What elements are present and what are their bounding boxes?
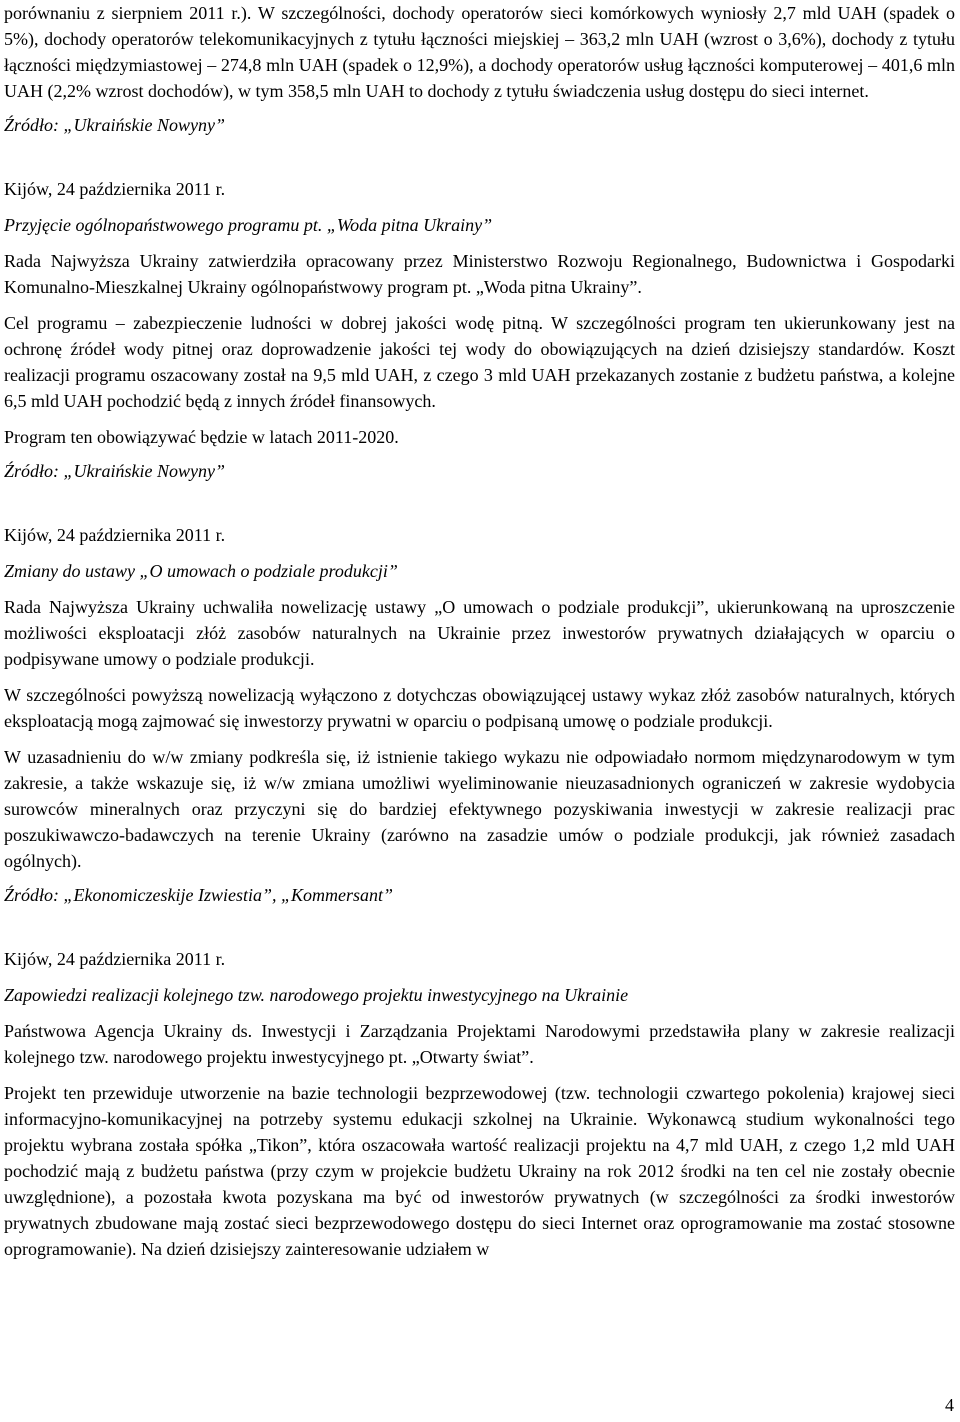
article-1-paragraph-1: Rada Najwyższa Ukrainy zatwierdziła opracowany przez Ministerstwo Rozwoju Regionalnego, Budownictwa i Gospodarki Komunalno-Mieszkalnej Ukrainy ogólnopaństwowy program pt. „Woda pitna Ukrainy”.	[4, 251, 955, 297]
article-3-paragraph-2: Projekt ten przewiduje utworzenie na bazie technologii bezprzewodowej (tzw. technologii czwartego pokolenia) krajowej sieci informacyjno-komunikacyjnej na potrzeby systemu edukacji szkolnej na Ukrainie. Wykonawcą studium wykonalności tego projektu wybrana została spółka „Tikon”, która oszacowała wartość realizacji projektu na 4,7 mld UAH, z czego 1,2 mld UAH pochodzić mają z budżetu państwa (przy czym w projekcie budżetu Ukrainy na rok 2012 środki na ten cel nie zostały obecnie uwzględnione), a pozostała kwota pozyskana ma być od inwestorów prywatnych (w szczególności za środki inwestorów prywatnych zbudowane mają zostać sieci bezprzewodowego dostępu do sieci Internet oraz oprogramowanie ma zostać stosowne oprogramowanie). Na dzień dzisiejszy zainteresowanie udziałem w	[4, 1083, 955, 1259]
article-2-paragraph-2: W szczególności powyższą nowelizacją wyłączono z dotychczas obowiązującej ustawy wykaz złóż zasobów naturalnych, których eksploatacją mogą zajmować się inwestorzy prywatni w oparciu o podpisaną umowę o podziale produkcji.	[4, 685, 955, 731]
lead-paragraph: porównaniu z sierpniem 2011 r.). W szczególności, dochody operatorów sieci komórkowych wyniosły 2,7 mld UAH (spadek o 5%), dochody operatorów telekomunikacyjnych z tytułu łączności miejskiej – 363,2 mln UAH (wzrost o 3,6%), dochody z tytułu łączności międzymiastowej – 274,8 mln UAH (spadek o 12,9%), a dochody operatorów usług łączności komputerowej – 401,6 mln UAH (2,2% wzrost dochodów), w tym 358,5 mln UAH to dochody z tytułu świadczenia usług dostępu do sieci internet.	[4, 3, 955, 101]
article-3-title: Zapowiedzi realizacji kolejnego tzw. narodowego projektu inwestycyjnego na Ukrainie	[4, 985, 629, 1005]
document-page	[4, 0, 955, 1262]
article-1-title: Przyjęcie ogólnopaństwowego programu pt. „Woda pitna Ukrainy”	[4, 215, 493, 235]
article-2-paragraph-1: Rada Najwyższa Ukrainy uchwaliła nowelizację ustawy „O umowach o podziale produkcji”, ukierunkowaną na uproszczenie możliwości eksploatacji złóż zasobów naturalnych na Ukrainie przez inwestorów prywatnych działających w oparciu o podpisywane umowy o podziale produkcji.	[4, 597, 955, 669]
article-1-paragraph-2: Cel programu – zabezpieczenie ludności w dobrej jakości wodę pitną. W szczególności program ten ukierunkowany jest na ochronę źródeł wody pitnej oraz doprowadzenie jakości tej wody do obowiązujących na dzień dzisiejszy standardów. Koszt realizacji programu oszacowany został na 9,5 mld UAH, z czego 3 mld UAH przekazanych zostanie z budżetu państwa, a kolejne 6,5 mld UAH pochodzić będą z innych źródeł finansowych.	[4, 313, 955, 411]
article-1-date: Kijów, 24 października 2011 r.	[4, 179, 226, 199]
article-3-paragraph-1: Państwowa Agencja Ukrainy ds. Inwestycji i Zarządzania Projektami Narodowymi przedstawiła plany w zakresie realizacji kolejnego tzw. narodowego projektu inwestycyjnego pt. „Otwarty świat”.	[4, 1021, 955, 1067]
article-3-date: Kijów, 24 października 2011 r.	[4, 949, 226, 969]
article-2-source: Źródło: „Ekonomiczeskije Izwiestia”, „Kommersant”	[4, 885, 394, 905]
article-2-title: Zmiany do ustawy „O umowach o podziale produkcji”	[4, 561, 398, 581]
article-1-source: Źródło: „Ukraińskie Nowyny”	[4, 461, 226, 481]
article-1-paragraph-3: Program ten obowiązywać będzie w latach 2011-2020.	[4, 427, 399, 447]
lead-source: Źródło: „Ukraińskie Nowyny”	[4, 115, 226, 135]
article-2-paragraph-3: W uzasadnieniu do w/w zmiany podkreśla się, iż istnienie takiego wykazu nie odpowiadało normom międzynarodowym w tym zakresie, a także wskazuje się, iż w/w zmiana umożliwi wyeliminowanie nieuzasadnionych ograniczeń w zakresie wydobycia surowców mineralnych oraz przyczyni się do bardziej efektywnego pozyskiwania inwestycji w zakresie realizacji prac poszukiwawczo-badawczych na terenie Ukrainy (zarówno na zasadzie umów o podziale produkcji, jak również zasadach ogólnych).	[4, 747, 955, 871]
page-number: 4	[945, 1395, 954, 1415]
article-2-date: Kijów, 24 października 2011 r.	[4, 525, 226, 545]
